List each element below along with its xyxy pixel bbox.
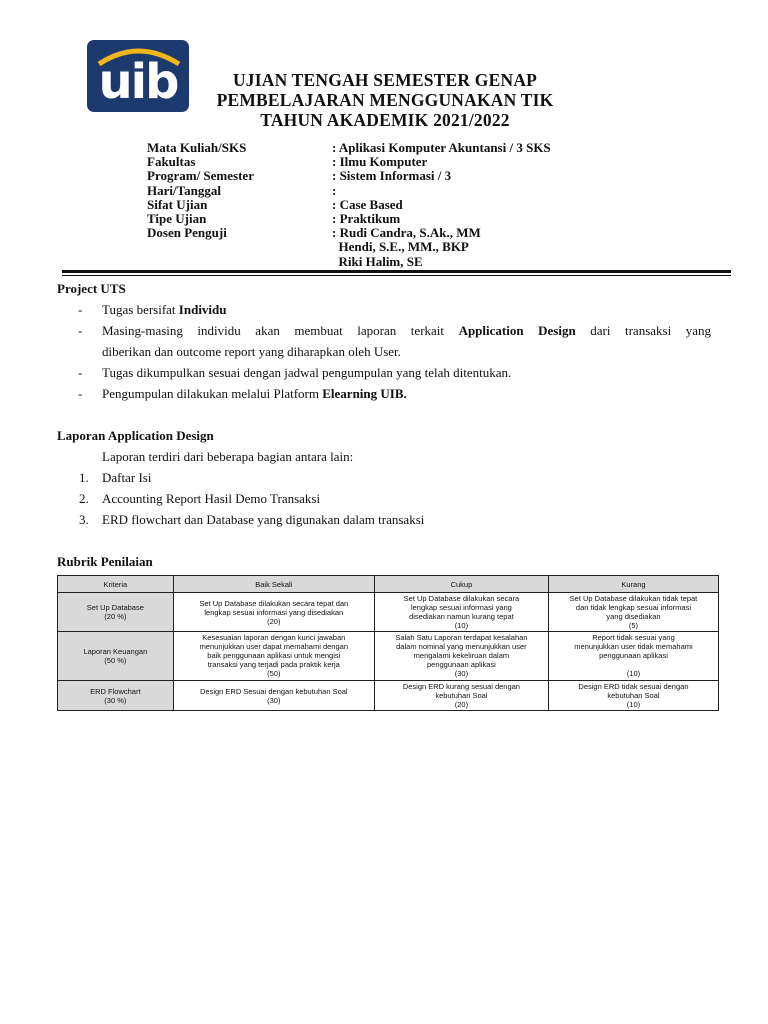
cell-score: (30) [267, 695, 281, 705]
info-value: Riki Halim, SE [332, 253, 423, 269]
rubrik-heading: Rubrik Penilaian [57, 554, 153, 569]
title-line-3: TAHUN AKADEMIK 2021/2022 [260, 110, 510, 130]
info-value: : [332, 182, 337, 198]
exam-title [170, 70, 600, 130]
header-rule-thin [62, 275, 731, 276]
info-row [147, 198, 551, 212]
bullet-text-part: Masing-masing individu akan membuat laporan terkait [102, 323, 459, 338]
info-label: Program/ Semester [147, 168, 254, 184]
cell-line: menunjukkan user tidak memahami [574, 642, 693, 651]
bullet-text [102, 323, 711, 339]
cell-line: mengalami kekeliruan dalam [413, 651, 510, 660]
list-text: Daftar Isi [102, 470, 152, 485]
cell-line: menunjukkan user dapat memahami dengan [199, 642, 348, 651]
list-text: ERD flowchart dan Database yang digunakan dalam transaksi [102, 512, 425, 527]
cell-score: (20) [454, 700, 469, 709]
info-label: Sifat Ujian [147, 196, 208, 212]
bullet-text-part: dari transaksi yang [575, 323, 711, 338]
info-label [147, 255, 332, 269]
info-label: Dosen Penguji [147, 225, 227, 241]
cell-line: yang disediakan [606, 612, 661, 621]
cell-line: lengkap sesuai informasi yang [410, 603, 512, 612]
list-number: 1. [79, 470, 89, 485]
column-header: Baik Sekali [173, 576, 374, 593]
info-label: Mata Kuliah/SKS [147, 140, 247, 155]
bullet-text-part: Pengumpulan dilakukan melalui Platform [102, 386, 323, 401]
info-value: : Praktikum [332, 210, 401, 226]
laporan-heading: Laporan Application Design [57, 428, 214, 443]
cell-line: lengkap sesuai informasi yang disediakan [204, 607, 344, 617]
list-number: 2. [79, 491, 89, 506]
bullet-dash: - [78, 386, 83, 401]
cell-line: dalam nominal yang menunjukkan user [396, 642, 527, 651]
logo-text: uib [98, 54, 178, 110]
criteria-name: ERD Flowchart [90, 686, 141, 696]
laporan-intro: Laporan terdiri dari beberapa bagian antara lain: [102, 449, 354, 464]
criteria-weight: (20 %) [104, 612, 127, 621]
cell-line: kebutuhan Soal [607, 691, 660, 700]
info-value: Hendi, S.E., MM., BKP [332, 239, 469, 255]
cell-line: penggunaan aplikasi [599, 651, 668, 660]
cell-line: disediakan namun kurang tepat [409, 612, 514, 621]
list-text: Accounting Report Hasil Demo Transaksi [102, 491, 321, 506]
exam-info [147, 141, 551, 269]
cell-line: Set Up Database dilakukan tidak tepat [569, 594, 698, 603]
info-label: Fakultas [147, 154, 196, 170]
info-label: Hari/Tanggal [147, 182, 221, 198]
cell-score: (10) [626, 700, 641, 709]
criteria-name: Set Up Database [86, 603, 144, 612]
table-header-row [58, 576, 719, 593]
info-row [147, 141, 551, 155]
baik-sekali-cell [173, 681, 374, 711]
cell-score: (10) [454, 621, 469, 630]
header-rule-thick [62, 270, 731, 273]
cell-line: Design ERD Sesuai dengan kebutuhan Soal [199, 686, 348, 696]
info-row [147, 212, 551, 226]
bullet-text: Tugas dikumpulkan sesuai dengan jadwal pengumpulan yang telah ditentukan. [102, 365, 512, 380]
info-value: : Rudi Candra, S.Ak., MM [332, 225, 481, 241]
info-row [147, 226, 551, 240]
cell-score: (5) [628, 621, 639, 630]
cell-line: Design ERD tidak sesuai dengan [578, 682, 689, 691]
cell-line: Salah Satu Laporan terdapat kesalahan [395, 633, 528, 642]
column-header: Cukup [374, 576, 548, 593]
cell-line: Kesesuaian laporan dengan kunci jawaban [202, 633, 346, 642]
criteria-weight: (30 %) [104, 695, 127, 705]
cell-line: Set Up Database dilakukan secara [403, 594, 520, 603]
bullet-text-bold: Application Design [458, 323, 576, 338]
info-row [147, 169, 551, 183]
bullet-text-bold: Elearning UIB. [322, 386, 407, 401]
baik-sekali-cell [173, 593, 374, 632]
info-label [147, 240, 332, 254]
cell-spacer [552, 660, 715, 669]
criteria-cell [58, 593, 174, 632]
bullet-dash: - [78, 323, 83, 338]
info-row [147, 155, 551, 169]
cell-score: (20) [267, 616, 281, 626]
bullet-dash: - [78, 365, 83, 380]
cell-line: Set Up Database dilakukan secara tepat dan [199, 598, 349, 608]
bullet-text-bold: Individu [178, 302, 227, 317]
title-line-1: UJIAN TENGAH SEMESTER GENAP [232, 70, 538, 90]
cell-score: (50) [267, 669, 281, 678]
criteria-weight: (50 %) [104, 656, 127, 665]
criteria-name: Laporan Keuangan [83, 647, 148, 656]
cell-line: Design ERD kurang sesuai dengan [402, 682, 520, 691]
criteria-cell [58, 681, 174, 711]
table-row [58, 632, 719, 681]
cell-score: (10) [626, 669, 641, 678]
cell-line: dan tidak lengkap sesuai informasi [575, 603, 691, 612]
project-heading: Project UTS [57, 281, 126, 296]
cell-line: kebutuhan Soal [435, 691, 488, 700]
bullet-text [102, 386, 711, 402]
criteria-cell [58, 632, 174, 681]
cukup-cell [374, 593, 548, 632]
cukup-cell [374, 632, 548, 681]
cukup-cell [374, 681, 548, 711]
info-value: : Case Based [332, 196, 403, 212]
info-row [147, 240, 551, 254]
kurang-cell [548, 593, 718, 632]
title-line-2: PEMBELAJARAN MENGGUNAKAN TIK [216, 90, 554, 110]
table-row [58, 681, 719, 711]
cell-line: penggunaan aplikasi [427, 660, 496, 669]
list-number: 3. [79, 512, 89, 527]
baik-sekali-cell [173, 632, 374, 681]
info-value: : Sistem Informasi / 3 [332, 168, 452, 184]
bullet-text: diberikan dan outcome report yang diharapkan oleh User. [102, 344, 401, 359]
bullet-dash: - [78, 302, 83, 317]
bullet-text-part: Tugas bersifat [102, 302, 179, 317]
kurang-cell [548, 681, 718, 711]
cell-line: baik penggunaan aplikasi untuk mengisi [207, 651, 341, 660]
info-row [147, 255, 551, 269]
bullet-text [102, 302, 711, 318]
info-value: : Ilmu Komputer [332, 154, 428, 170]
info-row [147, 184, 551, 198]
cell-line: Report tidak sesuai yang [592, 633, 675, 642]
column-header: Kurang [548, 576, 718, 593]
kurang-cell [548, 632, 718, 681]
info-value: : Aplikasi Komputer Akuntansi / 3 SKS [332, 140, 551, 155]
cell-line: transaksi yang terjadi pada praktik kerja [207, 660, 340, 669]
column-header: Kriteria [58, 576, 174, 593]
table-row [58, 593, 719, 632]
info-label: Tipe Ujian [147, 210, 207, 226]
cell-score: (30) [454, 669, 469, 678]
rubric-table [57, 575, 719, 711]
